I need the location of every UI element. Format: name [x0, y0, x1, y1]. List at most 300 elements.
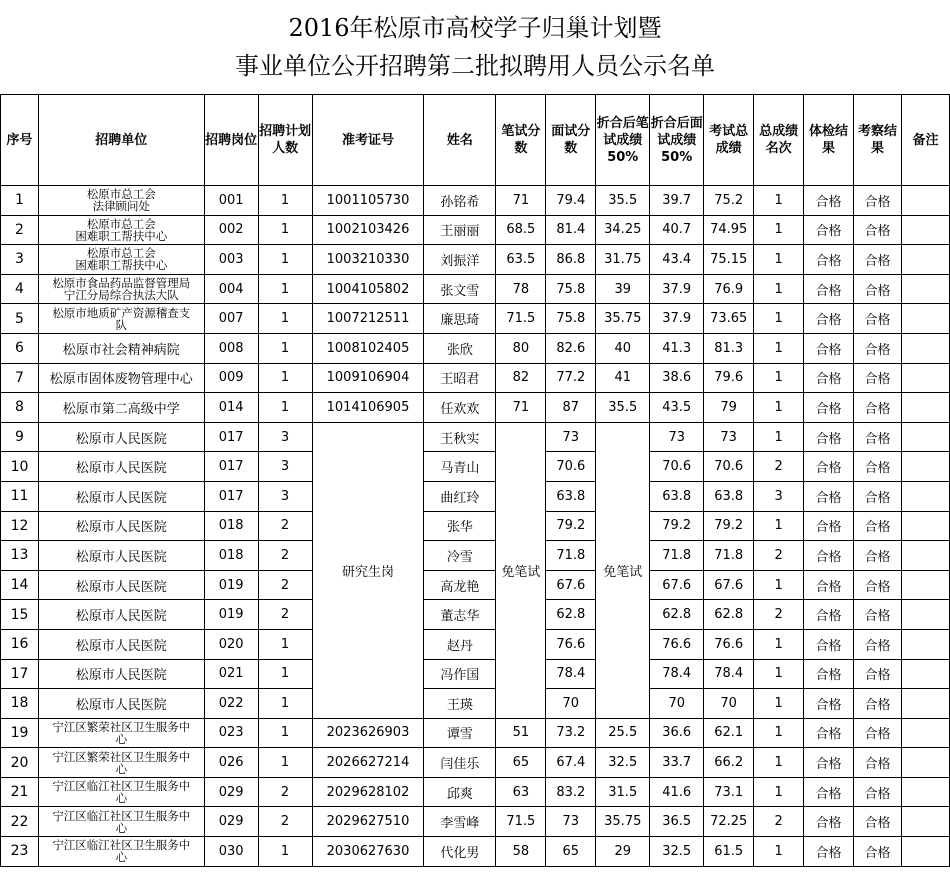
row-physical: 合格	[804, 511, 854, 541]
row-post: 026	[204, 748, 258, 778]
row-post: 029	[204, 777, 258, 807]
row-plan: 3	[258, 422, 312, 452]
row-review: 合格	[854, 422, 902, 452]
row-exam-id: 1001105730	[312, 186, 424, 216]
row-post: 019	[204, 600, 258, 630]
row-remark	[901, 363, 949, 393]
row-total: 78.4	[704, 659, 754, 689]
row-plan: 2	[258, 570, 312, 600]
row-interview: 70.6	[546, 452, 596, 482]
row-total: 76.6	[704, 629, 754, 659]
row-unit: 松原市人民医院	[38, 481, 204, 511]
row-written: 68.5	[496, 215, 546, 245]
row-written-50: 35.75	[596, 807, 650, 837]
row-written-50: 41	[596, 363, 650, 393]
row-review: 合格	[854, 333, 902, 363]
row-exam-id: 1007212511	[312, 304, 424, 334]
row-plan: 1	[258, 659, 312, 689]
row-physical: 合格	[804, 363, 854, 393]
table-row	[1, 777, 950, 807]
row-name: 闫佳乐	[424, 748, 496, 778]
table-row	[1, 393, 950, 423]
row-exam-id: 1014106905	[312, 393, 424, 423]
row-no: 11	[1, 481, 39, 511]
row-no: 20	[1, 748, 39, 778]
row-unit: 松原市总工会 法律顾问处	[38, 186, 204, 216]
row-exam-id: 1009106904	[312, 363, 424, 393]
row-interview-50: 78.4	[650, 659, 704, 689]
header-interview: 面试分数	[546, 95, 596, 186]
row-rank: 1	[754, 215, 804, 245]
row-post: 018	[204, 541, 258, 571]
row-name: 董志华	[424, 600, 496, 630]
row-rank: 1	[754, 659, 804, 689]
row-no: 18	[1, 689, 39, 719]
table-row	[1, 452, 950, 482]
table-row	[1, 186, 950, 216]
row-no: 5	[1, 304, 39, 334]
row-unit: 松原市人民医院	[38, 541, 204, 571]
row-no: 4	[1, 274, 39, 304]
row-name: 王秋实	[424, 422, 496, 452]
row-interview-50: 40.7	[650, 215, 704, 245]
row-unit: 松原市人民医院	[38, 659, 204, 689]
row-name: 赵丹	[424, 629, 496, 659]
row-interview-50: 79.2	[650, 511, 704, 541]
row-interview: 79.2	[546, 511, 596, 541]
row-total: 67.6	[704, 570, 754, 600]
header-post: 招聘岗位	[204, 95, 258, 186]
row-written-50: 35.5	[596, 393, 650, 423]
row-plan: 1	[258, 304, 312, 334]
row-exam-id: 1008102405	[312, 333, 424, 363]
row-total: 81.3	[704, 333, 754, 363]
row-post: 029	[204, 807, 258, 837]
row-total: 63.8	[704, 481, 754, 511]
header-review: 考察结果	[854, 95, 902, 186]
row-name: 张文雪	[424, 274, 496, 304]
row-rank: 1	[754, 837, 804, 867]
row-remark	[901, 245, 949, 275]
row-post: 017	[204, 481, 258, 511]
row-interview-50: 36.5	[650, 807, 704, 837]
header-written-50: 折合后笔试成绩50%	[596, 95, 650, 186]
table-row	[1, 748, 950, 778]
row-exam-id: 2029628102	[312, 777, 424, 807]
row-written-50-merged: 免笔试	[596, 422, 650, 718]
row-physical: 合格	[804, 393, 854, 423]
row-interview: 73	[546, 807, 596, 837]
table-row	[1, 570, 950, 600]
row-exam-id: 2026627214	[312, 748, 424, 778]
row-interview-50: 63.8	[650, 481, 704, 511]
row-unit: 宁江区临江社区卫生服务中 心	[38, 807, 204, 837]
table-row	[1, 629, 950, 659]
row-physical: 合格	[804, 837, 854, 867]
row-remark	[901, 570, 949, 600]
row-name: 邱爽	[424, 777, 496, 807]
row-physical: 合格	[804, 481, 854, 511]
row-review: 合格	[854, 570, 902, 600]
row-name: 冷雪	[424, 541, 496, 571]
row-post: 009	[204, 363, 258, 393]
row-exam-id: 2030627630	[312, 837, 424, 867]
row-written: 63	[496, 777, 546, 807]
row-written-50: 39	[596, 274, 650, 304]
row-unit: 松原市总工会 困难职工帮扶中心	[38, 215, 204, 245]
row-review: 合格	[854, 629, 902, 659]
row-no: 6	[1, 333, 39, 363]
row-no: 8	[1, 393, 39, 423]
row-written: 58	[496, 837, 546, 867]
row-plan: 2	[258, 777, 312, 807]
row-rank: 3	[754, 481, 804, 511]
row-name: 王昭君	[424, 363, 496, 393]
row-no: 21	[1, 777, 39, 807]
row-interview: 78.4	[546, 659, 596, 689]
row-written: 51	[496, 718, 546, 748]
row-total: 70	[704, 689, 754, 719]
row-remark	[901, 304, 949, 334]
row-post: 030	[204, 837, 258, 867]
row-rank: 1	[754, 748, 804, 778]
row-review: 合格	[854, 689, 902, 719]
row-total: 61.5	[704, 837, 754, 867]
row-unit: 松原市人民医院	[38, 452, 204, 482]
row-total: 62.1	[704, 718, 754, 748]
row-remark	[901, 777, 949, 807]
row-no: 7	[1, 363, 39, 393]
row-interview-50: 62.8	[650, 600, 704, 630]
row-review: 合格	[854, 363, 902, 393]
row-rank: 2	[754, 807, 804, 837]
row-interview-50: 37.9	[650, 274, 704, 304]
row-total: 73.1	[704, 777, 754, 807]
row-review: 合格	[854, 748, 902, 778]
row-name: 冯作国	[424, 659, 496, 689]
row-unit: 松原市总工会 困难职工帮扶中心	[38, 245, 204, 275]
row-plan: 3	[258, 481, 312, 511]
row-total: 66.2	[704, 748, 754, 778]
row-rank: 1	[754, 245, 804, 275]
row-physical: 合格	[804, 777, 854, 807]
row-remark	[901, 481, 949, 511]
row-plan: 1	[258, 274, 312, 304]
row-physical: 合格	[804, 452, 854, 482]
table-row	[1, 215, 950, 245]
row-unit: 松原市地质矿产资源稽查支 队	[38, 304, 204, 334]
row-interview: 82.6	[546, 333, 596, 363]
row-no: 2	[1, 215, 39, 245]
row-unit: 松原市固体废物管理中心	[38, 363, 204, 393]
row-interview-50: 36.6	[650, 718, 704, 748]
table-row	[1, 837, 950, 867]
header-exam-id: 准考证号	[312, 95, 424, 186]
row-exam-id: 1002103426	[312, 215, 424, 245]
row-interview: 81.4	[546, 215, 596, 245]
row-interview-50: 41.3	[650, 333, 704, 363]
row-post: 021	[204, 659, 258, 689]
row-post: 019	[204, 570, 258, 600]
row-written-50: 32.5	[596, 748, 650, 778]
row-written-merged: 免笔试	[496, 422, 546, 718]
row-rank: 1	[754, 393, 804, 423]
row-total: 79	[704, 393, 754, 423]
row-interview: 67.6	[546, 570, 596, 600]
row-name: 廉思琦	[424, 304, 496, 334]
row-total: 73.65	[704, 304, 754, 334]
header-total: 考试总成绩	[704, 95, 754, 186]
row-post: 018	[204, 511, 258, 541]
row-interview-50: 67.6	[650, 570, 704, 600]
row-interview-50: 70.6	[650, 452, 704, 482]
row-no: 9	[1, 422, 39, 452]
row-rank: 1	[754, 363, 804, 393]
row-no: 15	[1, 600, 39, 630]
row-total: 62.8	[704, 600, 754, 630]
row-rank: 1	[754, 718, 804, 748]
row-remark	[901, 600, 949, 630]
row-written: 82	[496, 363, 546, 393]
row-physical: 合格	[804, 600, 854, 630]
table-row	[1, 689, 950, 719]
row-review: 合格	[854, 837, 902, 867]
row-written: 63.5	[496, 245, 546, 275]
row-unit: 松原市人民医院	[38, 600, 204, 630]
row-plan: 2	[258, 600, 312, 630]
row-physical: 合格	[804, 689, 854, 719]
row-physical: 合格	[804, 629, 854, 659]
row-physical: 合格	[804, 541, 854, 571]
row-total: 79.6	[704, 363, 754, 393]
row-interview: 79.4	[546, 186, 596, 216]
row-written: 65	[496, 748, 546, 778]
row-no: 13	[1, 541, 39, 571]
row-plan: 1	[258, 689, 312, 719]
row-interview-50: 43.5	[650, 393, 704, 423]
row-physical: 合格	[804, 807, 854, 837]
table-row	[1, 422, 950, 452]
table-row	[1, 600, 950, 630]
row-rank: 1	[754, 777, 804, 807]
row-post: 023	[204, 718, 258, 748]
document-title-line1: 2016年松原市高校学子归巢计划暨	[288, 14, 662, 42]
results-table	[0, 94, 950, 867]
row-no: 23	[1, 837, 39, 867]
row-rank: 1	[754, 304, 804, 334]
row-plan: 2	[258, 541, 312, 571]
row-unit: 松原市人民医院	[38, 511, 204, 541]
row-remark	[901, 629, 949, 659]
header-name: 姓名	[424, 95, 496, 186]
row-written-50: 29	[596, 837, 650, 867]
row-no: 14	[1, 570, 39, 600]
row-interview: 63.8	[546, 481, 596, 511]
row-plan: 1	[258, 245, 312, 275]
row-post: 017	[204, 452, 258, 482]
row-post: 008	[204, 333, 258, 363]
table-row	[1, 245, 950, 275]
row-interview-50: 43.4	[650, 245, 704, 275]
row-post: 022	[204, 689, 258, 719]
header-remark: 备注	[901, 95, 949, 186]
header-rank: 总成绩名次	[754, 95, 804, 186]
row-post: 020	[204, 629, 258, 659]
row-unit: 宁江区临江社区卫生服务中 心	[38, 777, 204, 807]
row-unit: 宁江区繁荣社区卫生服务中 心	[38, 718, 204, 748]
row-review: 合格	[854, 718, 902, 748]
row-review: 合格	[854, 807, 902, 837]
row-name: 张华	[424, 511, 496, 541]
document-title-line2: 事业单位公开招聘第二批拟聘用人员公示名单	[235, 52, 715, 80]
row-name: 曲红玲	[424, 481, 496, 511]
row-plan: 3	[258, 452, 312, 482]
row-interview: 73.2	[546, 718, 596, 748]
table-row	[1, 304, 950, 334]
row-physical: 合格	[804, 333, 854, 363]
row-physical: 合格	[804, 718, 854, 748]
row-rank: 1	[754, 186, 804, 216]
header-row	[1, 95, 950, 186]
row-written: 80	[496, 333, 546, 363]
row-review: 合格	[854, 304, 902, 334]
table-row	[1, 274, 950, 304]
row-remark	[901, 393, 949, 423]
row-written: 71.5	[496, 304, 546, 334]
row-rank: 1	[754, 629, 804, 659]
table-row	[1, 363, 950, 393]
row-plan: 1	[258, 837, 312, 867]
row-total: 73	[704, 422, 754, 452]
row-remark	[901, 689, 949, 719]
row-rank: 1	[754, 274, 804, 304]
row-name: 任欢欢	[424, 393, 496, 423]
row-remark	[901, 659, 949, 689]
row-interview: 87	[546, 393, 596, 423]
header-unit: 招聘单位	[38, 95, 204, 186]
row-interview: 76.6	[546, 629, 596, 659]
row-written-50: 35.75	[596, 304, 650, 334]
row-interview-50: 76.6	[650, 629, 704, 659]
header-plan: 招聘计划人数	[258, 95, 312, 186]
row-physical: 合格	[804, 304, 854, 334]
row-unit: 宁江区繁荣社区卫生服务中 心	[38, 748, 204, 778]
row-post: 007	[204, 304, 258, 334]
row-written: 71	[496, 393, 546, 423]
row-written-50: 31.5	[596, 777, 650, 807]
row-unit: 松原市食品药品监督管理局 宁江分局综合执法大队	[38, 274, 204, 304]
row-review: 合格	[854, 511, 902, 541]
row-plan: 1	[258, 215, 312, 245]
row-plan: 2	[258, 511, 312, 541]
row-rank: 2	[754, 541, 804, 571]
row-review: 合格	[854, 541, 902, 571]
row-name: 王丽丽	[424, 215, 496, 245]
table-row	[1, 511, 950, 541]
row-total: 71.8	[704, 541, 754, 571]
header-interview-50: 折合后面试成绩50%	[650, 95, 704, 186]
row-interview: 70	[546, 689, 596, 719]
row-interview: 75.8	[546, 304, 596, 334]
row-remark	[901, 422, 949, 452]
row-exam-id: 2023626903	[312, 718, 424, 748]
table-row	[1, 659, 950, 689]
table-row	[1, 807, 950, 837]
row-total: 75.15	[704, 245, 754, 275]
row-unit: 松原市第二高级中学	[38, 393, 204, 423]
row-interview: 65	[546, 837, 596, 867]
row-interview-50: 33.7	[650, 748, 704, 778]
row-total: 75.2	[704, 186, 754, 216]
row-exam-id: 2029627510	[312, 807, 424, 837]
row-physical: 合格	[804, 215, 854, 245]
row-exam-id: 1003210330	[312, 245, 424, 275]
row-post: 001	[204, 186, 258, 216]
row-physical: 合格	[804, 570, 854, 600]
row-exam-id: 1004105802	[312, 274, 424, 304]
row-remark	[901, 807, 949, 837]
row-name: 谭雪	[424, 718, 496, 748]
row-remark	[901, 541, 949, 571]
row-unit: 松原市人民医院	[38, 422, 204, 452]
row-no: 19	[1, 718, 39, 748]
header-no: 序号	[1, 95, 39, 186]
table-row	[1, 481, 950, 511]
row-review: 合格	[854, 452, 902, 482]
row-plan: 1	[258, 629, 312, 659]
row-plan: 1	[258, 363, 312, 393]
row-no: 12	[1, 511, 39, 541]
row-interview: 62.8	[546, 600, 596, 630]
row-interview-50: 71.8	[650, 541, 704, 571]
row-plan: 1	[258, 718, 312, 748]
row-no: 17	[1, 659, 39, 689]
row-interview-50: 41.6	[650, 777, 704, 807]
row-no: 16	[1, 629, 39, 659]
row-physical: 合格	[804, 659, 854, 689]
row-exam-id-merged: 研究生岗	[312, 422, 424, 718]
row-review: 合格	[854, 777, 902, 807]
row-post: 004	[204, 274, 258, 304]
row-interview-50: 32.5	[650, 837, 704, 867]
row-written-50: 31.75	[596, 245, 650, 275]
row-no: 3	[1, 245, 39, 275]
row-plan: 1	[258, 186, 312, 216]
table-row	[1, 541, 950, 571]
row-total: 70.6	[704, 452, 754, 482]
row-interview-50: 73	[650, 422, 704, 452]
row-remark	[901, 748, 949, 778]
row-rank: 1	[754, 689, 804, 719]
row-remark	[901, 718, 949, 748]
row-interview: 67.4	[546, 748, 596, 778]
row-no: 1	[1, 186, 39, 216]
row-unit: 宁江区临江社区卫生服务中 心	[38, 837, 204, 867]
row-written-50: 40	[596, 333, 650, 363]
row-review: 合格	[854, 393, 902, 423]
row-written-50: 34.25	[596, 215, 650, 245]
row-review: 合格	[854, 274, 902, 304]
row-unit: 松原市人民医院	[38, 629, 204, 659]
row-post: 003	[204, 245, 258, 275]
row-plan: 1	[258, 393, 312, 423]
row-interview: 73	[546, 422, 596, 452]
table-row	[1, 333, 950, 363]
row-written-50: 35.5	[596, 186, 650, 216]
row-remark	[901, 837, 949, 867]
row-plan: 2	[258, 807, 312, 837]
row-plan: 1	[258, 333, 312, 363]
